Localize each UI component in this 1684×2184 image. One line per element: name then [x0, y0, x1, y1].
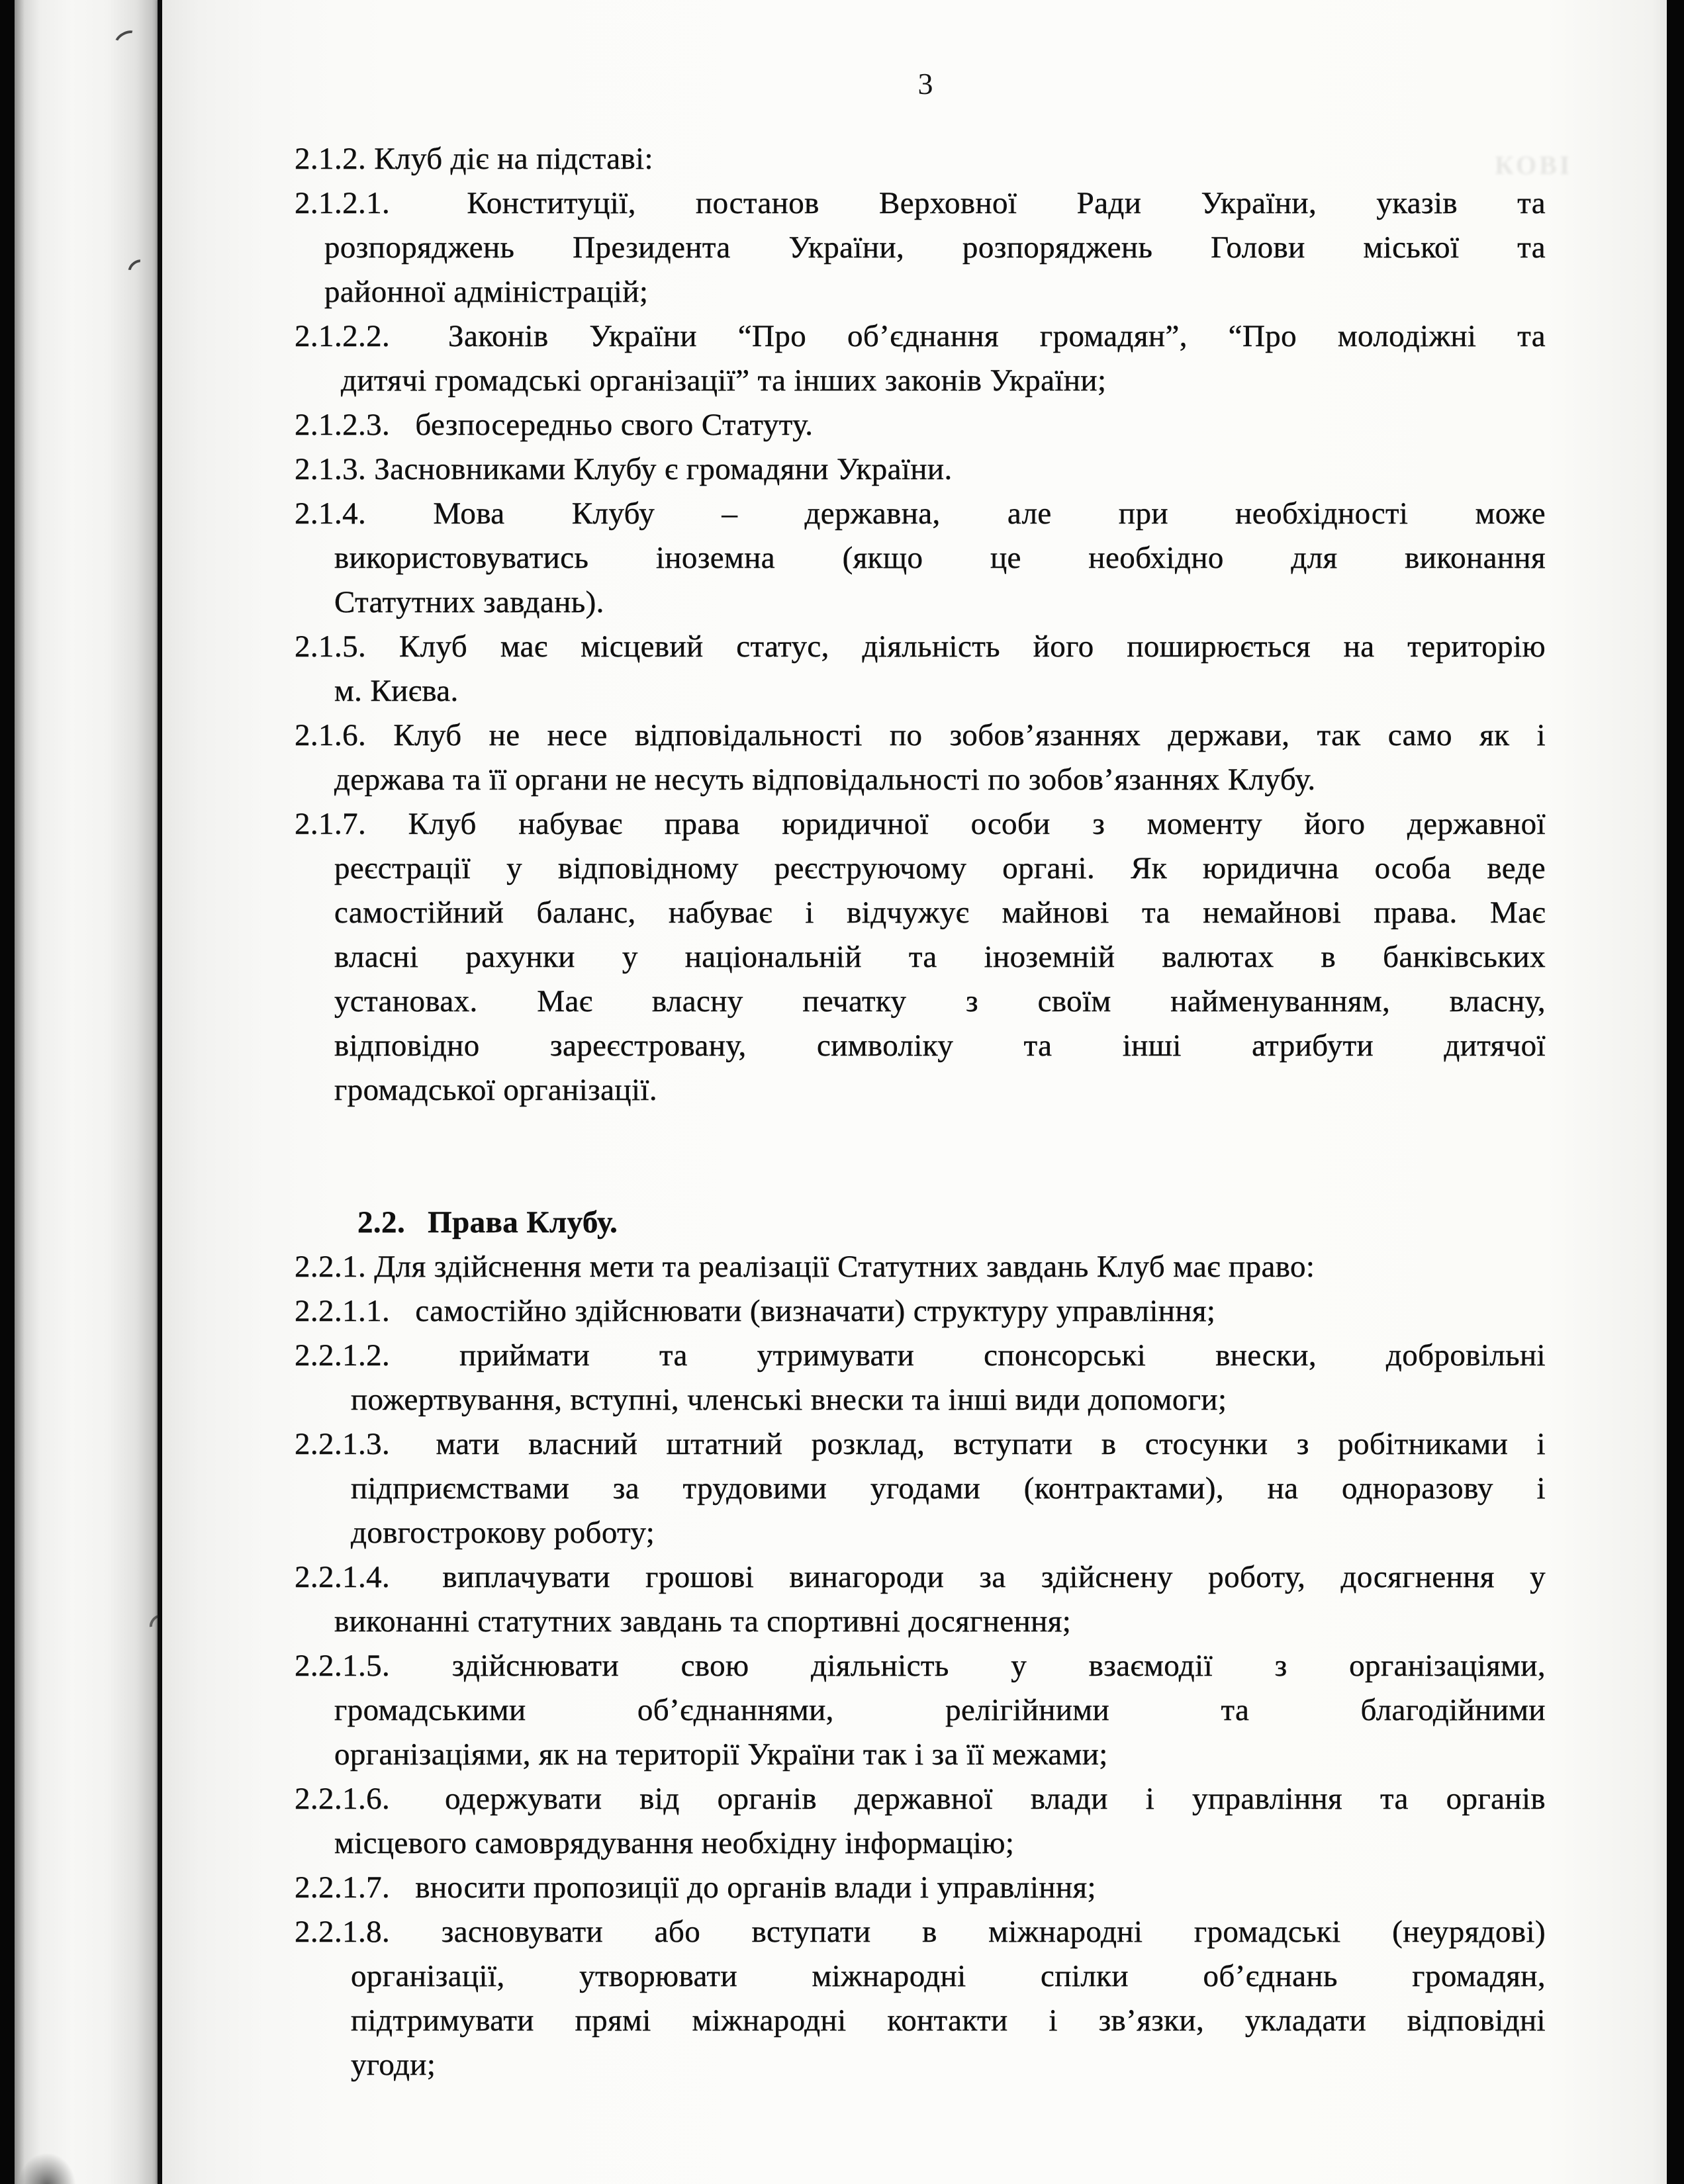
para-number: 2.1.7. — [295, 807, 367, 841]
paragraph — [295, 1866, 1546, 1910]
para-line: 2.1.6. Клуб не несе відповідальності по зобов’язаннях держави, так само як і — [295, 718, 1546, 752]
paragraph — [295, 1777, 1546, 1866]
para-line: угоди; — [351, 2048, 436, 2082]
para-line: установах. Має власну печатку з своїм найменуванням, власну, — [334, 984, 1546, 1019]
para-number: 2.2.1.2. — [295, 1338, 391, 1373]
para-line: громадськими об’єднаннями, релігійними та благодійними — [334, 1693, 1546, 1727]
heading-title: Права Клубу. — [428, 1205, 618, 1240]
para-line: м. Києва. — [334, 674, 459, 708]
para-line: 2.2.1.4. виплачувати грошові винагороди за здійснену роботу, досягнення у — [295, 1560, 1546, 1594]
paragraph — [295, 1555, 1546, 1644]
paragraph — [295, 181, 1546, 314]
para-line: 2.2.1.2. приймати та утримувати спонсорські внески, добровільні — [295, 1338, 1546, 1373]
para-number: 2.2.1.3. — [295, 1427, 391, 1461]
paragraph — [295, 1422, 1546, 1555]
paragraph — [295, 314, 1546, 403]
para-line: самостійний баланс, набуває і відчужує майнові та немайнові права. Має — [334, 895, 1546, 930]
para-line: 2.1.2. Клуб діє на підставі: — [295, 142, 653, 176]
para-line: підтримувати прямі міжнародні контакти і зв’язки, укладати відповідні — [351, 2003, 1546, 2038]
para-line: 2.2.1. Для здійснення мети та реалізації Статутних завдань Клуб має право: — [295, 1250, 1315, 1284]
para-number: 2.1.6. — [295, 718, 367, 752]
scan-shadow — [19, 2154, 75, 2184]
para-number: 2.2.1.6. — [295, 1782, 391, 1816]
previous-page-curl — [15, 0, 158, 2184]
paragraph — [295, 1289, 1546, 1334]
paragraph — [295, 492, 1546, 625]
para-number: 2.2.1. — [295, 1250, 367, 1284]
para-line: розпоряджень Президента України, розпоряджень Голови міської та — [324, 230, 1546, 265]
para-number: 2.1.2.1. — [295, 186, 391, 220]
para-number: 2.2.1.7. — [295, 1870, 391, 1905]
para-line: 2.2.1.8. засновувати або вступати в міжнародні громадські (неурядові) — [295, 1915, 1546, 1949]
page-number: 3 — [917, 67, 933, 101]
para-line: 2.1.5. Клуб має місцевий статус, діяльність його поширюється на територію — [295, 629, 1546, 664]
para-line: організаціями, як на території України так і за її межами; — [334, 1737, 1108, 1772]
para-number: 2.1.2.3. — [295, 408, 391, 442]
para-line: 2.2.1.1. самостійно здійснювати (визначати) структуру управління; — [295, 1294, 1216, 1328]
para-number: 2.2.1.1. — [295, 1294, 391, 1328]
para-line: 2.2.1.6. одержувати від органів державної влади і управління та органів — [295, 1782, 1546, 1816]
document-text — [295, 137, 1546, 2087]
para-line: 2.2.1.5. здійснювати свою діяльність у взаємодії з організаціями, — [295, 1649, 1546, 1683]
para-line: власні рахунки у національній та іноземній валютах в банківських — [334, 940, 1546, 974]
para-number: 2.1.5. — [295, 629, 367, 664]
paragraph — [295, 137, 1546, 181]
para-line: 2.1.3. Засновниками Клубу є громадяни України. — [295, 452, 953, 486]
para-line: дитячі громадські організації” та інших законів України; — [341, 363, 1107, 398]
paragraph — [295, 802, 1546, 1113]
paragraph — [295, 625, 1546, 713]
section-heading — [357, 1201, 1546, 1245]
para-line: Статутних завдань). — [334, 585, 604, 619]
bleed-through-text: КОВІ — [1495, 150, 1573, 180]
paragraph — [295, 1245, 1546, 1289]
para-line: 2.1.7. Клуб набуває права юридичної особи з моменту його державної — [295, 807, 1546, 841]
para-number: 2.1.2. — [295, 142, 367, 176]
para-number: 2.1.3. — [295, 452, 367, 486]
para-line: 2.1.2.2. Законів України “Про об’єднання громадян”, “Про молодіжні та — [295, 319, 1546, 353]
para-line: виконанні статутних завдань та спортивні досягнення; — [334, 1604, 1072, 1639]
para-number: 2.2.1.5. — [295, 1649, 391, 1683]
heading-number: 2.2. — [357, 1205, 406, 1240]
paragraph — [295, 403, 1546, 447]
para-line: пожертвування, вступні, членські внески та інші види допомоги; — [351, 1383, 1227, 1417]
paragraph — [295, 713, 1546, 802]
para-line: 2.1.2.3. безпосередньо свого Статуту. — [295, 408, 814, 442]
para-line: довгострокову роботу; — [351, 1516, 655, 1550]
paragraph — [295, 1910, 1546, 2087]
para-line: реєстрації у відповідному реєструючому органі. Як юридична особа веде — [334, 851, 1546, 886]
para-line: організації, утворювати міжнародні спілки об’єднань громадян, — [351, 1959, 1546, 1993]
para-line: місцевого самоврядування необхідну інформацію; — [334, 1826, 1015, 1860]
para-line: 2.2.1.7. вносити пропозиції до органів влади і управління; — [295, 1870, 1097, 1905]
para-number: 2.1.4. — [295, 496, 367, 531]
para-line: районної адміністрацій; — [324, 275, 649, 309]
para-number: 2.1.2.2. — [295, 319, 391, 353]
para-line: підприємствами за трудовими угодами (контрактами), на одноразову і — [351, 1471, 1546, 1506]
para-number: 2.2.1.8. — [295, 1915, 391, 1949]
para-line: держава та її органи не несуть відповідальності по зобов’язаннях Клубу. — [334, 762, 1316, 797]
para-line: 2.1.4. Мова Клубу – державна, але при необхідності може — [295, 496, 1546, 531]
para-number: 2.2.1.4. — [295, 1560, 391, 1594]
paragraph — [295, 1644, 1546, 1777]
spine-crease — [156, 0, 162, 2184]
paragraph — [295, 1334, 1546, 1422]
para-line: відповідно зареєстровану, символіку та інші атрибути дитячої — [334, 1028, 1546, 1063]
para-line: громадської організації. — [334, 1073, 658, 1107]
paragraph — [295, 447, 1546, 492]
para-line: 2.2.1.3. мати власний штатний розклад, вступати в стосунки з робітниками і — [295, 1427, 1546, 1461]
para-line: 2.1.2.1. Конституції, постанов Верховної Ради України, указів та — [295, 186, 1546, 220]
para-line: використовуватись іноземна (якщо це необхідно для виконання — [334, 541, 1546, 575]
